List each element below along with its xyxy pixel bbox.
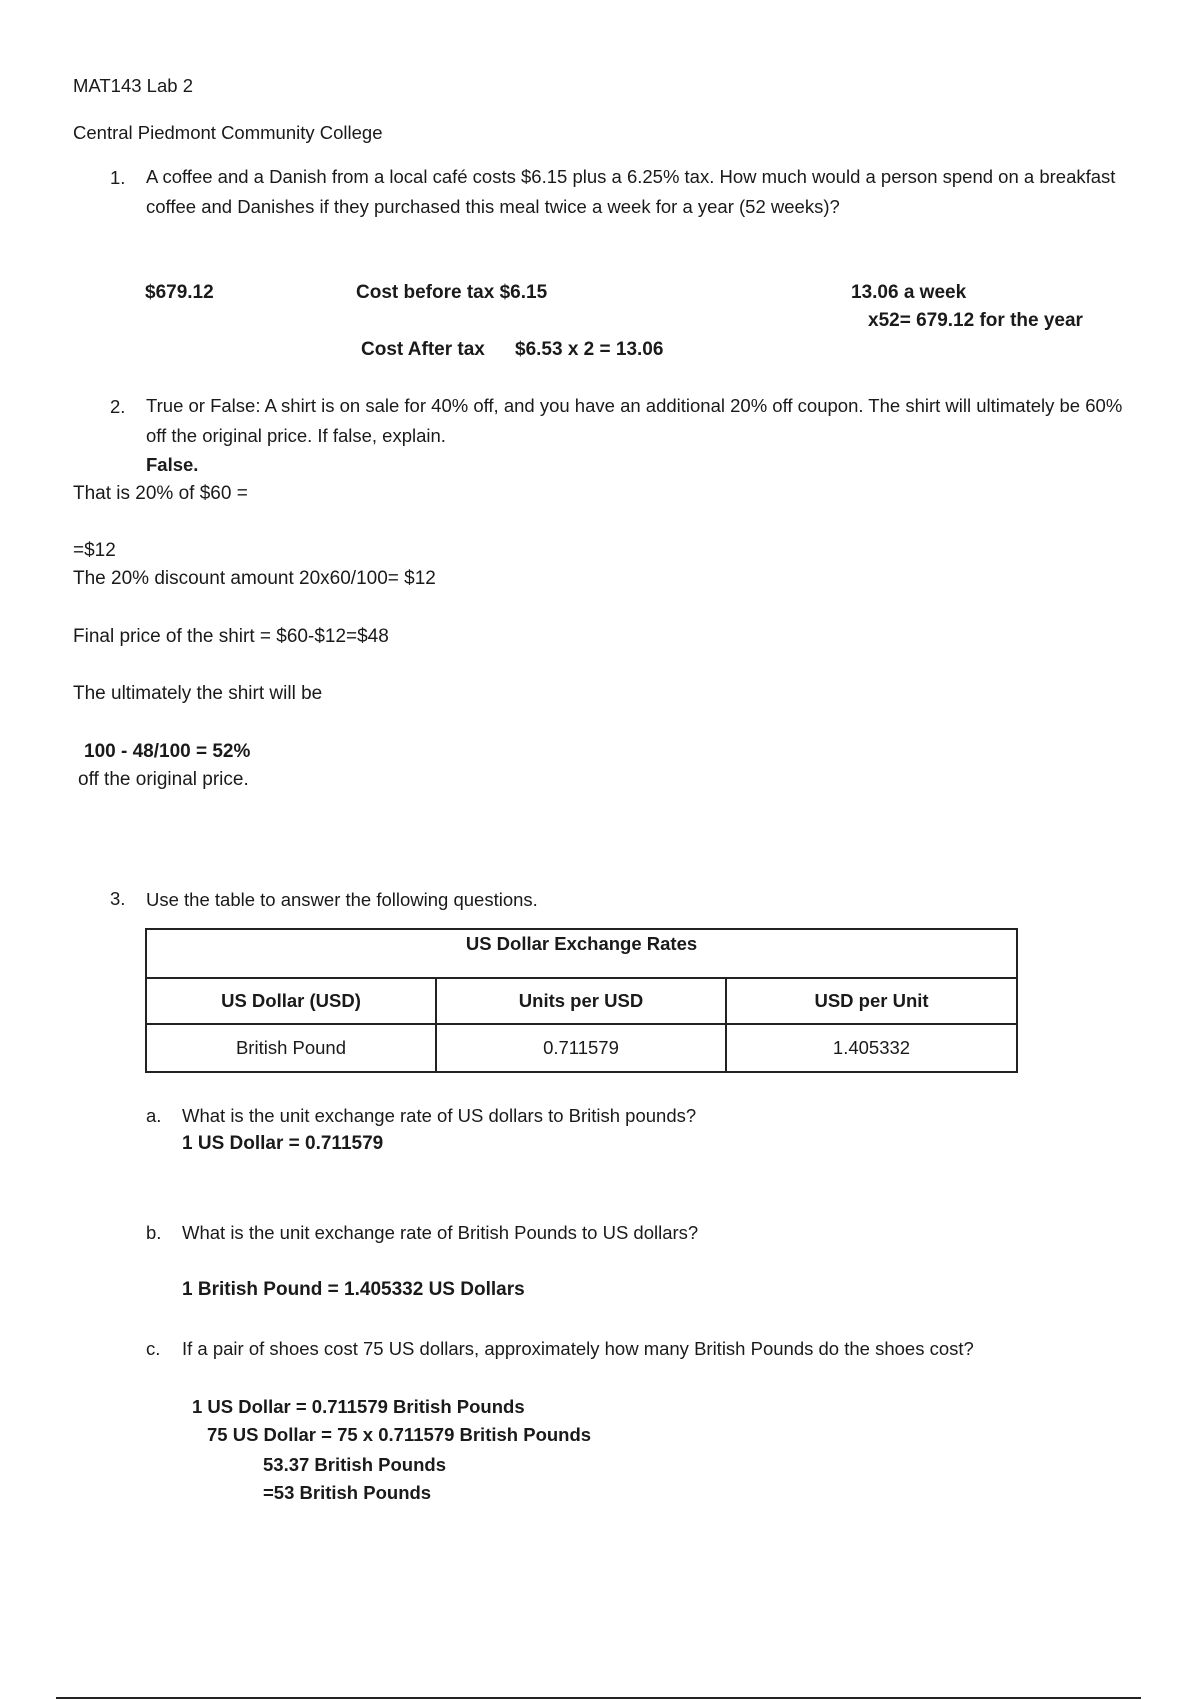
q3c-work-line: =53 British Pounds bbox=[263, 1482, 432, 1503]
table-header-cell: US Dollar (USD) bbox=[146, 978, 436, 1024]
q1-cost-before-tax: Cost before tax $6.15 bbox=[356, 282, 548, 303]
table-header-cell: Units per USD bbox=[436, 978, 726, 1024]
q3a-letter: a. bbox=[146, 1105, 162, 1126]
q1-yearly-cost: x52= 679.12 for the year bbox=[868, 310, 1083, 331]
course-title: MAT143 Lab 2 bbox=[73, 75, 193, 96]
q2-result: 100 - 48/100 = 52% bbox=[84, 741, 251, 762]
question-2-text: True or False: A shirt is on sale for 40% off, and you have an additional 20% off coupon. The shirt will ultimately be 60% off the original price. If false, explain. bbox=[146, 395, 1123, 446]
q3b-answer: 1 British Pound = 1.405332 US Dollars bbox=[182, 1279, 525, 1300]
q1-cost-after-tax-label: Cost After tax bbox=[361, 339, 485, 360]
table-title: US Dollar Exchange Rates bbox=[146, 929, 1017, 978]
q2-work-line: Final price of the shirt = $60-$12=$48 bbox=[73, 626, 389, 647]
table-cell: British Pound bbox=[146, 1024, 436, 1072]
question-2-number: 2. bbox=[110, 396, 126, 417]
question-1-number: 1. bbox=[110, 167, 126, 188]
q1-weekly-cost: 13.06 a week bbox=[851, 282, 967, 303]
q3b-question: What is the unit exchange rate of British Pounds to US dollars? bbox=[182, 1222, 699, 1243]
q2-work-line: =$12 bbox=[73, 540, 116, 561]
q3a-answer: 1 US Dollar = 0.711579 bbox=[182, 1133, 384, 1154]
table-cell: 0.711579 bbox=[436, 1024, 726, 1072]
q3c-work-line: 75 US Dollar = 75 x 0.711579 British Pounds bbox=[207, 1424, 592, 1445]
q3c-letter: c. bbox=[146, 1338, 161, 1359]
q2-work-line: The 20% discount amount 20x60/100= $12 bbox=[73, 568, 436, 589]
school-name: Central Piedmont Community College bbox=[73, 122, 383, 143]
q2-work-line: The ultimately the shirt will be bbox=[73, 683, 323, 704]
q1-cost-after-tax-calc: $6.53 x 2 = 13.06 bbox=[515, 339, 664, 360]
q2-result-tail: off the original price. bbox=[78, 769, 249, 790]
q3b-letter: b. bbox=[146, 1222, 162, 1243]
q1-answer: $679.12 bbox=[145, 282, 214, 303]
question-3-text: Use the table to answer the following questions. bbox=[146, 889, 538, 910]
question-3-number: 3. bbox=[110, 888, 126, 909]
q2-work-line: That is 20% of $60 = bbox=[73, 483, 248, 504]
question-1-text: A coffee and a Danish from a local café costs $6.15 plus a 6.25% tax. How much would a person spend on a breakfast coffee and Danishes if they purchased this meal twice a week for a year (52 weeks)? bbox=[146, 166, 1116, 217]
q2-answer: False. bbox=[146, 454, 199, 475]
page-bottom-rule bbox=[56, 1697, 1141, 1699]
exchange-rates-table bbox=[145, 928, 1018, 1073]
table-row bbox=[146, 1024, 1017, 1072]
table-header-cell: USD per Unit bbox=[726, 978, 1017, 1024]
table-cell: 1.405332 bbox=[726, 1024, 1017, 1072]
q3c-question: If a pair of shoes cost 75 US dollars, approximately how many British Pounds do the shoes cost? bbox=[182, 1338, 974, 1359]
q3c-work-line: 53.37 British Pounds bbox=[263, 1454, 446, 1475]
q3a-question: What is the unit exchange rate of US dollars to British pounds? bbox=[182, 1105, 697, 1126]
q3c-work-line: 1 US Dollar = 0.711579 British Pounds bbox=[192, 1396, 525, 1417]
